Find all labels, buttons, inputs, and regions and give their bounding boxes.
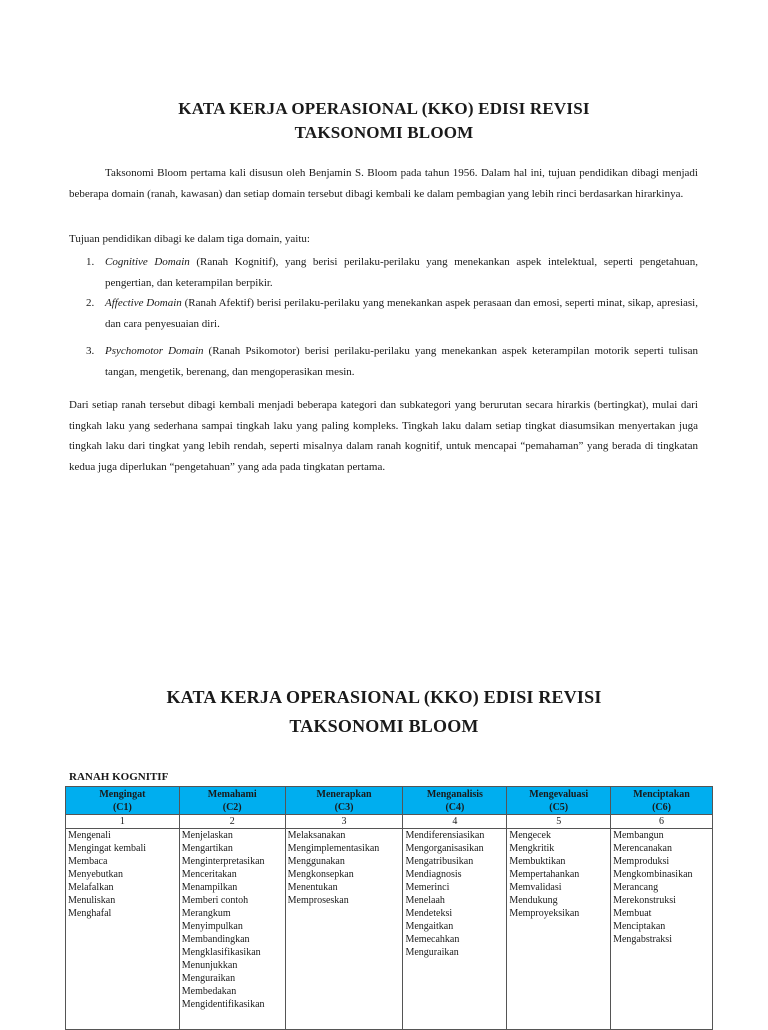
- verb-item: Mengabstraksi: [613, 934, 672, 945]
- verb-item: Mendiagnosis: [405, 869, 462, 880]
- verb-item: Menginterpretasikan: [181, 856, 265, 867]
- verb-item: Menjelaskan: [181, 830, 233, 841]
- list-number: 1.: [86, 256, 95, 268]
- column-number: 5: [507, 815, 611, 829]
- verb-item: Menguraikan: [181, 973, 236, 984]
- table-row: [66, 829, 713, 1030]
- verb-list: [285, 829, 403, 1030]
- verb-item: Melaksanakan: [287, 830, 346, 841]
- verb-item: Mengenali: [68, 830, 111, 841]
- title-line-2: TAKSONOMI BLOOM: [289, 716, 479, 736]
- verb-item: Mengkritik: [509, 843, 555, 854]
- verb-item: Merencanakan: [613, 843, 672, 854]
- verb-item: Merangkum: [181, 908, 231, 919]
- verb-item: Mengingat kembali: [68, 843, 147, 854]
- domain-description: (Ranah Psikomotor) berisi perilaku-perilaku yang menekankan aspek keterampilan motorik seperti tulisan tangan, mengetik, berenang, dan mengoperasikan mesin.: [105, 345, 698, 378]
- intro-paragraph-1: Taksonomi Bloom pertama kali disusun oleh Benjamin S. Bloom pada tahun 1956. Dalam hal ini, tujuan pendidikan dibagi menjadi beberapa domain (ranah, kawasan) dan setiap domain tersebut dibagi kembali ke dalam pembagian yang lebih rinci berdasarkan hirarkinya.: [69, 167, 698, 200]
- verb-item: Memproseskan: [287, 895, 349, 906]
- verb-item: Mendeteksi: [405, 908, 453, 919]
- verb-item: Membangun: [613, 830, 664, 841]
- verb-item: Menyimpulkan: [181, 921, 243, 932]
- list-number: 2.: [86, 297, 95, 309]
- column-number: 3: [285, 815, 403, 829]
- list-number: 3.: [86, 345, 95, 357]
- verb-item: Mengklasifikasikan: [181, 947, 261, 958]
- column-header: Memahami (C2): [179, 787, 285, 815]
- column-header: Menciptakan (C6): [611, 787, 713, 815]
- verb-item: Membaca: [68, 856, 108, 867]
- verb-item: Memerinci: [405, 882, 450, 893]
- verb-item: Mengaitkan: [405, 921, 454, 932]
- verb-item: Menentukan: [287, 882, 338, 893]
- title-line-2: TAKSONOMI BLOOM: [294, 123, 474, 142]
- section-label: RANAH KOGNITIF: [69, 771, 169, 783]
- verb-item: Mendiferensiasikan: [405, 830, 485, 841]
- title-line-1: KATA KERJA OPERASIONAL (KKO) EDISI REVISI: [166, 687, 602, 707]
- verb-item: Mengatribusikan: [405, 856, 474, 867]
- document-title-1: [0, 97, 768, 145]
- verb-item: Mempertahankan: [509, 869, 580, 880]
- table-number-row: [66, 815, 713, 829]
- intro-paragraph-3: Dari setiap ranah tersebut dibagi kembali menjadi beberapa kategori dan subkategori yang berurutan secara hirarkis (bertingkat), mulai dari tingkah laku yang sederhana sampai tingkah laku yang paling kompleks. Tingkah laku dalam setiap tingkat diasumsikan menyertakan juga tingkah laku dari tingkat yang lebih rendah, seperti misalnya dalam ranah kognitif, untuk mencapai “pemahaman” yang berada di tingkatan kedua juga diperlukan “pengetahuan” yang ada pada tingkatan pertama.: [69, 399, 698, 473]
- verb-list: [179, 829, 285, 1030]
- document-title-2: [0, 683, 768, 741]
- verb-item: Mengecek: [509, 830, 551, 841]
- verb-item: Membandingkan: [181, 934, 250, 945]
- column-header: Menganalisis (C4): [403, 787, 507, 815]
- domain-term: Affective Domain: [105, 297, 182, 309]
- kko-table: [65, 786, 713, 1030]
- verb-item: Menceritakan: [181, 869, 237, 880]
- verb-item: Merancang: [613, 882, 659, 893]
- verb-item: Menyebutkan: [68, 869, 123, 880]
- verb-item: Membuat: [613, 908, 652, 919]
- verb-item: Menunjukkan: [181, 960, 238, 971]
- verb-item: Memproduksi: [613, 856, 670, 867]
- column-header: Mengevaluasi (C5): [507, 787, 611, 815]
- verb-item: Mendukung: [509, 895, 558, 906]
- verb-item: Melafalkan: [68, 882, 114, 893]
- domain-term: Cognitive Domain: [105, 256, 190, 268]
- verb-item: Menampilkan: [181, 882, 238, 893]
- verb-item: Memecahkan: [405, 934, 460, 945]
- column-number: 1: [66, 815, 180, 829]
- domain-description: (Ranah Afektif) berisi perilaku-perilaku yang menekankan aspek perasaan dan emosi, seperti minat, sikap, apresiasi, dan cara penyesuaian diri.: [105, 297, 698, 330]
- column-number: 4: [403, 815, 507, 829]
- verb-item: Mengorganisasikan: [405, 843, 484, 854]
- verb-item: Mengartikan: [181, 843, 233, 854]
- verb-item: Mengkombinasikan: [613, 869, 693, 880]
- verb-item: Memvalidasi: [509, 882, 562, 893]
- verb-list: [507, 829, 611, 1030]
- column-header: Mengingat (C1): [66, 787, 180, 815]
- domain-term: Psychomotor Domain: [105, 345, 204, 357]
- verb-item: Memberi contoh: [181, 895, 249, 906]
- domain-description: (Ranah Kognitif), yang berisi perilaku-perilaku yang menekankan aspek intelektual, seperti pengetahuan, pengertian, dan keterampilan berpikir.: [105, 256, 698, 289]
- verb-item: Menggunakan: [287, 856, 345, 867]
- verb-item: Membedakan: [181, 986, 237, 997]
- verb-item: Merekonstruksi: [613, 895, 676, 906]
- column-number: 6: [611, 815, 713, 829]
- verb-item: Mengkonsepkan: [287, 869, 354, 880]
- verb-item: Memproyeksikan: [509, 908, 580, 919]
- column-number: 2: [179, 815, 285, 829]
- verb-item: Membuktikan: [509, 856, 566, 867]
- column-header: Menerapkan (C3): [285, 787, 403, 815]
- verb-item: Mengimplementasikan: [287, 843, 380, 854]
- title-line-1: KATA KERJA OPERASIONAL (KKO) EDISI REVISI: [178, 99, 590, 118]
- verb-item: Menghafal: [68, 908, 112, 919]
- table-header-row: [66, 787, 713, 815]
- verb-item: Menguraikan: [405, 947, 459, 958]
- verb-list: [403, 829, 507, 1030]
- verb-item: Menelaah: [405, 895, 445, 906]
- verb-list: [66, 829, 180, 1030]
- verb-item: Menuliskan: [68, 895, 116, 906]
- verb-list: [611, 829, 713, 1030]
- intro-paragraph-2: Tujuan pendidikan dibagi ke dalam tiga domain, yaitu:: [69, 233, 310, 245]
- verb-item: Mengidentifikasikan: [181, 999, 265, 1010]
- verb-item: Menciptakan: [613, 921, 666, 932]
